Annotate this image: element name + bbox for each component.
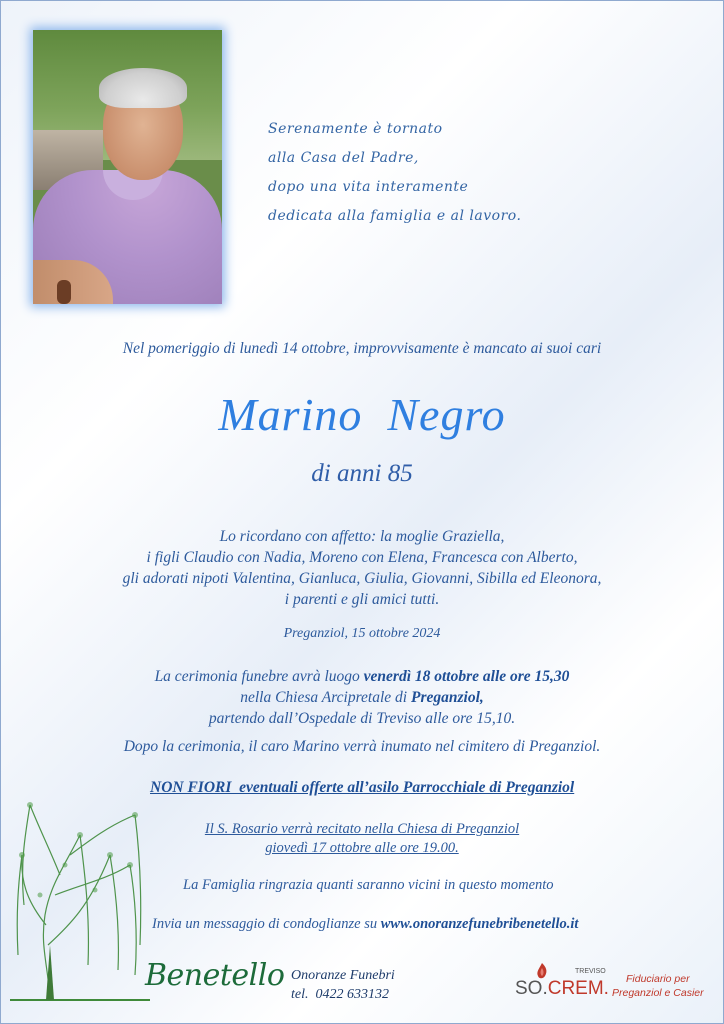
fiduciario-note	[612, 972, 704, 1000]
rosary-line: Il S. Rosario verrà recitato nella Chiesa di Preganziol	[204, 821, 520, 837]
condolence-text: Invia un messaggio di condoglianze su	[152, 916, 381, 932]
burial-info: Dopo la cerimonia, il caro Marino verrà inumato nel cimitero di Preganziol.	[123, 738, 601, 755]
mourners-list	[0, 526, 724, 610]
funeral-home-phone: tel. 0422 633132	[291, 987, 389, 1002]
ceremony-text: partendo dall’Ospedale di Treviso alle ore 15,10.	[208, 710, 516, 727]
deceased-age: di anni 85	[311, 460, 413, 487]
poem-line: dopo una vita interamente	[268, 179, 469, 195]
funeral-home-logo: Benetello	[145, 958, 285, 993]
mourners-line: Lo ricordano con affetto: la moglie Graziella,	[219, 528, 505, 545]
poem-line: Serenamente è tornato	[268, 121, 443, 137]
condolence-message	[152, 916, 578, 933]
ceremony-place: Preganziol,	[410, 689, 484, 706]
socrem-word-b: CREM.	[547, 978, 609, 999]
portrait-photo	[33, 30, 222, 304]
mourners-line: i parenti e gli amici tutti.	[284, 591, 440, 608]
socrem-city: TREVISO	[575, 968, 606, 975]
ceremony-info	[0, 666, 724, 729]
ceremony-text: nella Chiesa Arcipretale di	[240, 689, 411, 706]
poem-line: alla Casa del Padre,	[268, 150, 419, 166]
ceremony-datetime: venerdì 18 ottobre alle ore 15,30	[363, 668, 570, 685]
no-flowers-notice: NON FIORI eventuali offerte all’asilo Parrocchiale di Preganziol	[150, 779, 575, 796]
deceased-name: Marino Negro	[218, 389, 506, 440]
funeral-home-service: Onoranze Funebri	[291, 968, 395, 983]
place-date: Preganziol, 15 ottobre 2024	[283, 626, 441, 641]
family-thanks: La Famiglia ringrazia quanti saranno vicini in questo momento	[183, 877, 554, 893]
socrem-word-a: SO.	[515, 978, 548, 999]
poem	[268, 115, 521, 231]
condolence-url-link[interactable]: www.onoranzefunebribenetello.it	[380, 916, 579, 932]
fiduciario-line: Preganziol e Casier	[612, 987, 704, 999]
socrem-logo	[515, 960, 610, 1006]
ceremony-text: La cerimonia funebre avrà luogo	[154, 668, 364, 685]
poem-line: dedicata alla famiglia e al lavoro.	[268, 208, 522, 224]
fiduciario-line: Fiduciario per	[626, 973, 690, 985]
death-announcement: Nel pomeriggio di lunedì 14 ottobre, improvvisamente è mancato ai suoi cari	[122, 340, 602, 357]
mourners-line: i figli Claudio con Nadia, Moreno con Elena, Francesca con Alberto,	[146, 549, 578, 566]
rosary-line: giovedì 17 ottobre alle ore 19.00.	[265, 840, 459, 856]
willow-tree-icon	[10, 795, 150, 1005]
mourners-line: gli adorati nipoti Valentina, Gianluca, Giulia, Giovanni, Sibilla ed Eleonora,	[122, 570, 602, 587]
funeral-home-contact	[291, 966, 395, 1004]
